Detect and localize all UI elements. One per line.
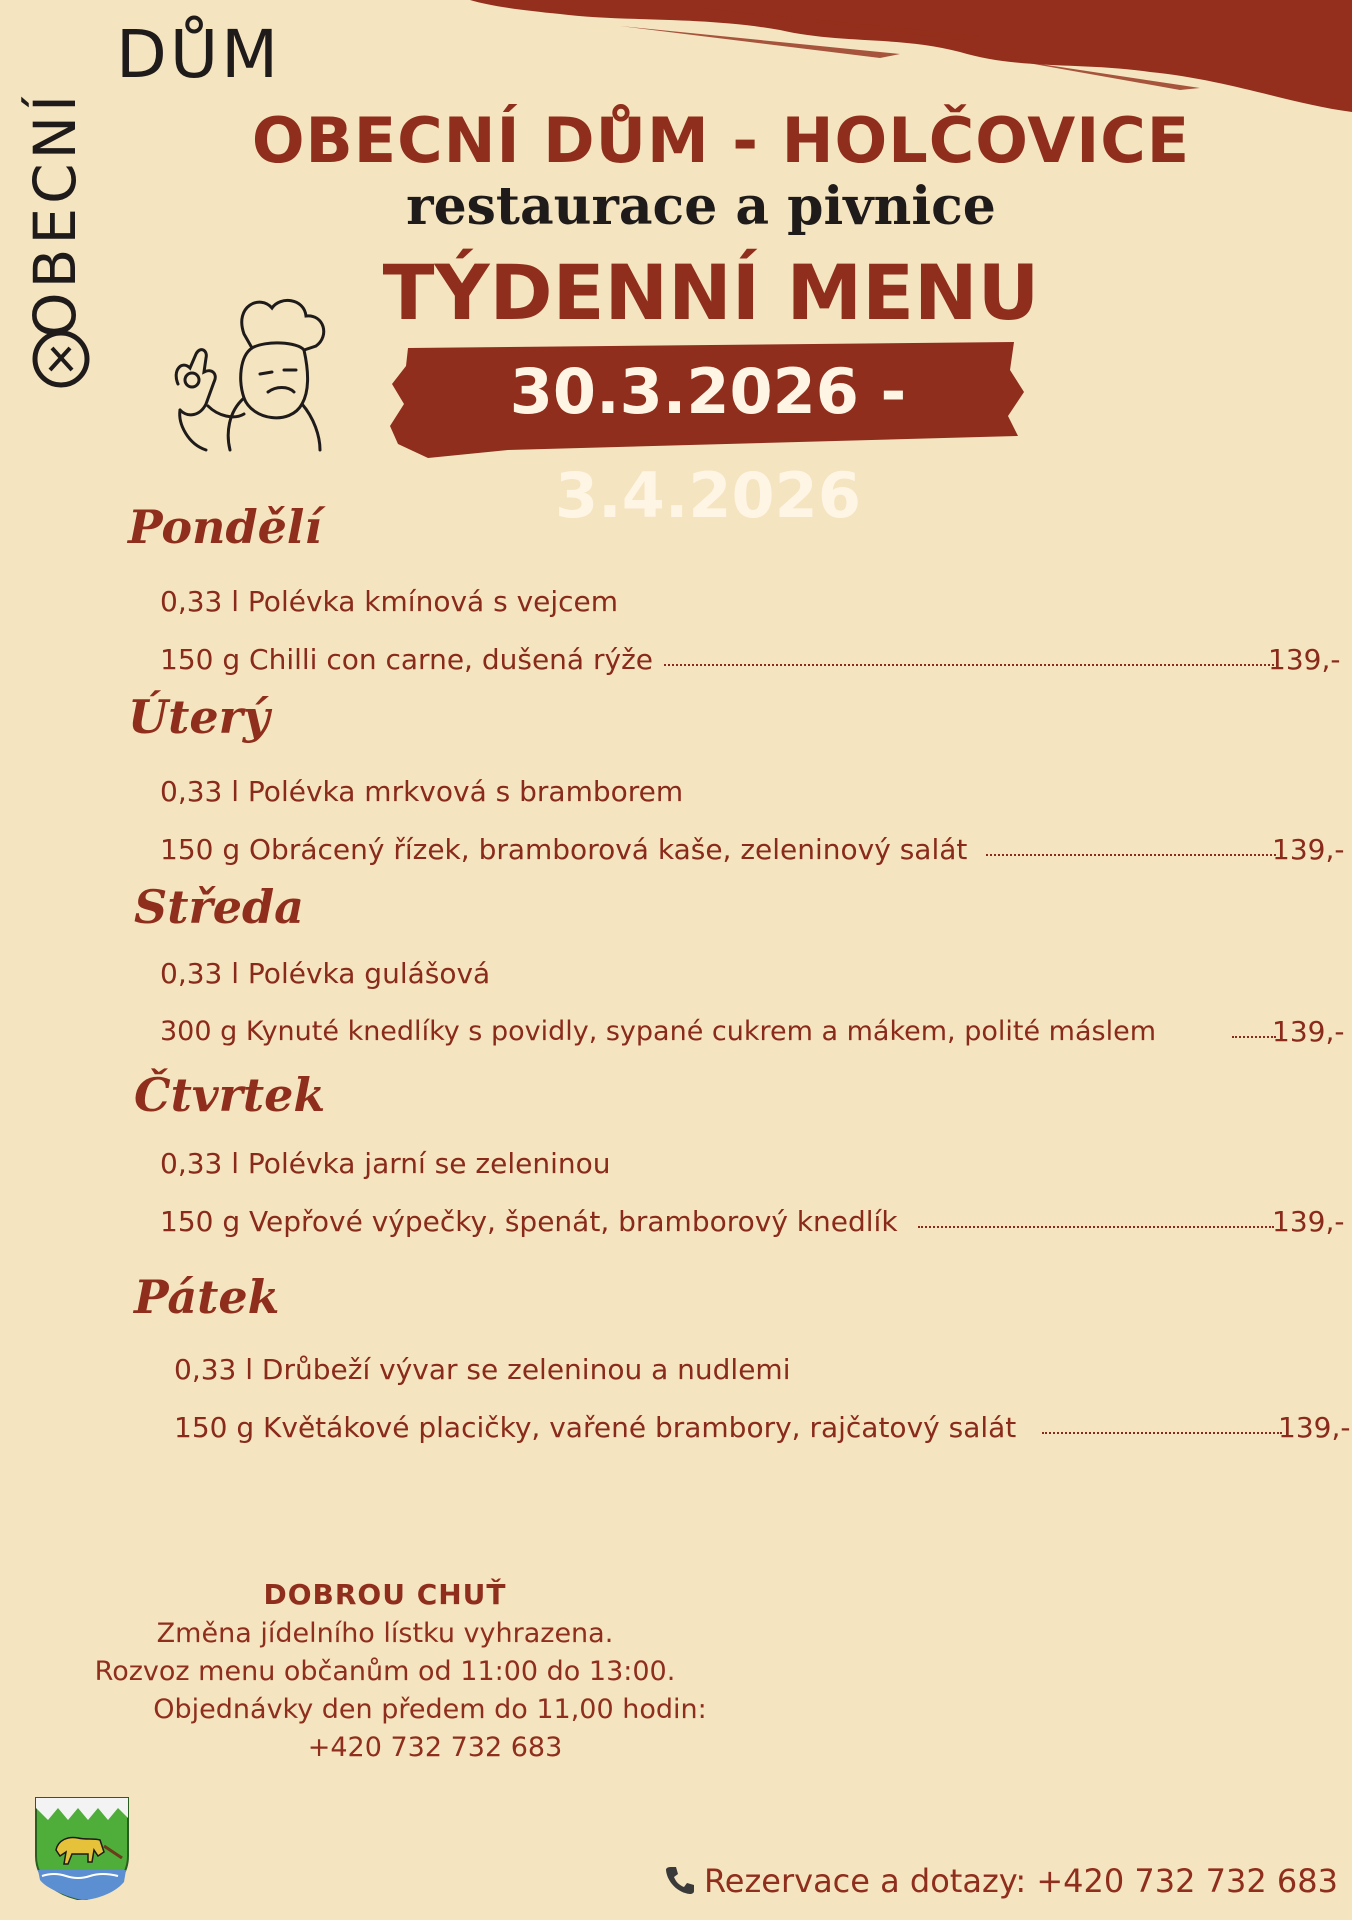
menu-item-price: 139,- [1268, 643, 1341, 676]
footer-phone: +420 732 732 683 [307, 1732, 563, 1763]
footer-title: DOBROU CHUŤ [263, 1578, 507, 1611]
menu-item-soup: 0,33 l Polévka jarní se zeleninou [160, 1147, 611, 1180]
date-range: 30.3.2026 - 3.4.2026 [509, 355, 907, 532]
chef-okay-gesture-icon [148, 294, 338, 454]
menu-item-main: 150 g Květákové placičky, vařené brambory, rajčatový salát [174, 1411, 1017, 1444]
dot-leader [1232, 1036, 1276, 1038]
fork-knife-circle-icon [32, 330, 90, 388]
weekly-menu [0, 500, 1352, 1460]
menu-item-main-row [160, 643, 1341, 682]
menu-item-main-row [160, 1205, 1345, 1244]
day-heading-friday: Pátek [134, 1270, 280, 1324]
menu-item-soup: 0,33 l Polévka gulášová [160, 957, 491, 990]
menu-item-main: 150 g Chilli con carne, dušená rýže [160, 643, 653, 676]
footer-note: Změna jídelního lístku vyhrazena. [156, 1618, 614, 1649]
menu-item-main-row [174, 1411, 1351, 1450]
menu-item-main-row [160, 833, 1345, 872]
menu-item-main-row [160, 1015, 1345, 1054]
phone-icon [664, 1864, 696, 1896]
dot-leader [664, 664, 1274, 666]
day-heading-thursday: Čtvrtek [134, 1068, 326, 1122]
menu-item-soup: 0,33 l Polévka mrkvová s bramborem [160, 775, 684, 808]
day-heading-tuesday: Úterý [128, 690, 270, 744]
day-heading-monday: Pondělí [128, 500, 322, 554]
footer-orders: Objednávky den předem do 11,00 hodin: [153, 1694, 707, 1725]
menu-item-price: 139,- [1272, 1015, 1345, 1048]
menu-item-main: 150 g Obrácený řízek, bramborová kaše, zeleninový salát [160, 833, 968, 866]
menu-item-soup: 0,33 l Drůbeží vývar se zeleninou a nudlemi [174, 1353, 791, 1386]
dot-leader [1042, 1432, 1282, 1434]
footer-delivery: Rozvoz menu občanům od 11:00 do 13:00. [94, 1656, 676, 1687]
menu-item-soup: 0,33 l Polévka kmínová s vejcem [160, 585, 619, 618]
page-title: OBECNÍ DŮM - HOLČOVICE [251, 104, 1191, 177]
logo-top-text: DŮM [116, 16, 282, 93]
dot-leader [918, 1226, 1274, 1228]
menu-item-main: 300 g Kynuté knedlíky s povidly, sypané cukrem a mákem, polité máslem [160, 1016, 1156, 1047]
logo-vertical-text: OBECNÍ [21, 90, 89, 338]
reservation-contact [664, 1862, 1338, 1900]
menu-heading: TÝDENNÍ MENU [382, 248, 1040, 337]
menu-item-price: 139,- [1272, 1205, 1345, 1238]
municipal-crest-horse-icon [34, 1796, 130, 1900]
date-banner [388, 340, 1028, 532]
menu-item-price: 139,- [1272, 833, 1345, 866]
menu-item-main: 150 g Vepřové výpečky, špenát, bramborový knedlík [160, 1205, 898, 1238]
dot-leader [986, 854, 1276, 856]
menu-item-price: 139,- [1278, 1411, 1351, 1444]
day-heading-wednesday: Středa [134, 880, 304, 934]
reservation-text: Rezervace a dotazy: +420 732 732 683 [704, 1862, 1338, 1900]
page-subtitle: restaurace a pivnice [406, 176, 996, 237]
